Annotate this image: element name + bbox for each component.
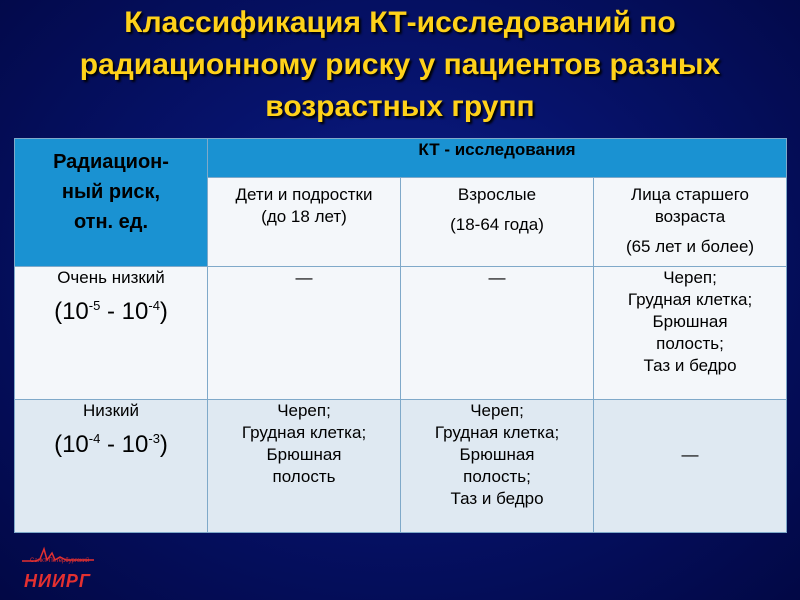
corner-line-3: отн. ед. — [73, 211, 149, 233]
risk-classification-table — [14, 138, 787, 533]
title-line-2: радиационному риску у пациентов разных — [79, 48, 721, 81]
table-row — [15, 267, 787, 400]
title-line-1: Классификация КТ-исследований по — [124, 6, 676, 39]
table-row — [15, 400, 787, 533]
column-header-adults: Взрослые (18-64 года) — [401, 178, 594, 267]
logo-small-text: Санкт-Петербургский — [30, 558, 90, 564]
institute-logo — [22, 545, 94, 591]
title-line-3: возрастных групп — [265, 90, 535, 123]
risk-level-very-low: Очень низкий $(10^{-5} - 10^{-4})$ — [15, 267, 208, 400]
cell-very-low-elderly: Череп; Грудная клетка; Брюшная полость; Таз и бедро — [594, 267, 787, 400]
cell-low-elderly: — — [594, 400, 787, 533]
corner-line-1: Радиацион- — [53, 151, 169, 173]
risk-range: $(10^{-5} - 10^{-4})$ — [54, 298, 168, 325]
corner-line-2: ный риск, — [61, 181, 161, 203]
header-radiation-risk — [15, 139, 208, 267]
cell-very-low-children: — — [208, 267, 401, 400]
logo-name: НИИРГ — [24, 571, 91, 591]
cell-very-low-adults: — — [401, 267, 594, 400]
column-header-elderly: Лица старшего возраста (65 лет и более) — [594, 178, 787, 267]
risk-range: $(10^{-4} - 10^{-3})$ — [54, 431, 168, 458]
risk-level-low: Низкий $(10^{-4} - 10^{-3})$ — [15, 400, 208, 533]
header-ct-studies: КТ - исследования — [208, 139, 787, 178]
slide-title — [0, 2, 800, 128]
cell-low-children: Череп; Грудная клетка; Брюшная полость — [208, 400, 401, 533]
cell-low-adults: Череп; Грудная клетка; Брюшная полость; Таз и бедро — [401, 400, 594, 533]
column-header-children: Дети и подростки (до 18 лет) — [208, 178, 401, 267]
